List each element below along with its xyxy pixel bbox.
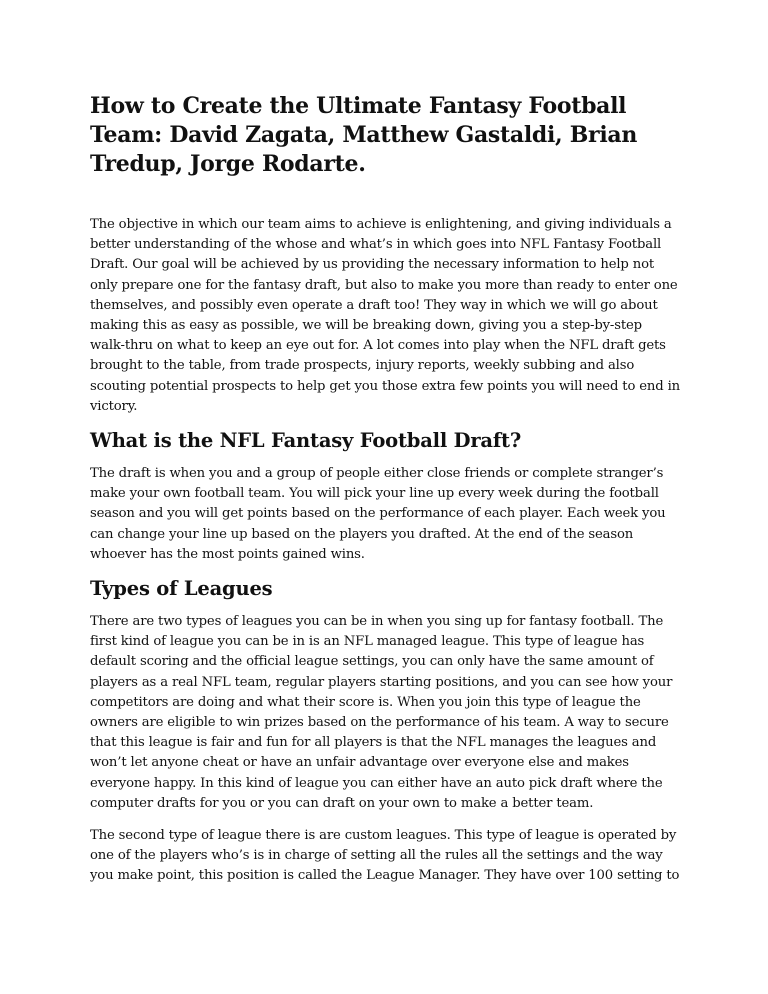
intro-paragraph: The objective in which our team aims to achieve is enlightening, and giving individuals a better understanding of the whose and what’s in which goes into NFL Fantasy Football Draft. Our goal will be achieved by us providing the necessary information to help not only prepare one for the fantasy draft, but also to make you more than ready to enter one themselves, and possibly even operate a draft too! They way in which we will go about making this as easy as possible, we will be breaking down, giving you a step-by-step walk-thru on what to keep an eye out for. A lot comes into play when the NFL draft gets brought to the table, from trade prospects, injury reports, weekly subbing and also scouting potential prospects to help get you those extra few points you will need to end in victory. [90,217,681,414]
section-heading-leagues: Types of Leagues [90,577,273,601]
document-body [90,92,680,887]
draft-paragraph: The draft is when you and a group of people either close friends or complete stranger’s make your own football team. You will pick your line up every week during the football season and you will get points based on the performance of each player. Each week you can change your line up based on the players you drafted. At the end of the season whoever has the most points gained wins. [90,466,666,562]
document-title: How to Create the Ultimate Fantasy Football Team: David Zagata, Matthew Gastaldi, Brian Tredup, Jorge Rodarte. [90,93,638,177]
section-heading-draft: What is the NFL Fantasy Football Draft? [90,429,522,453]
leagues-paragraph-1: There are two types of leagues you can be in when you sing up for fantasy football. The first kind of league you can be in is an NFL managed league. This type of league has default scoring and the official league settings, you can only have the same amount of players as a real NFL team, regular players starting positions, and you can see how your competitors are doing and what their score is. When you join this type of league the owners are eligible to win prizes based on the performance of his team. A way to secure that this league is fair and fun for all players is that the NFL manages the leagues and won’t let anyone cheat or have an unfair advantage over everyone else and makes everyone happy. In this kind of league you can either have an auto pick draft where the computer drafts for you or you can draft on your own to make a better team. [90,614,673,811]
leagues-paragraph-2: The second type of league there is are custom leagues. This type of league is operated by one of the players who’s is in charge of setting all the rules all the settings and the way you make point, this position is called the League Manager. They have over 100 setting to [90,828,680,884]
